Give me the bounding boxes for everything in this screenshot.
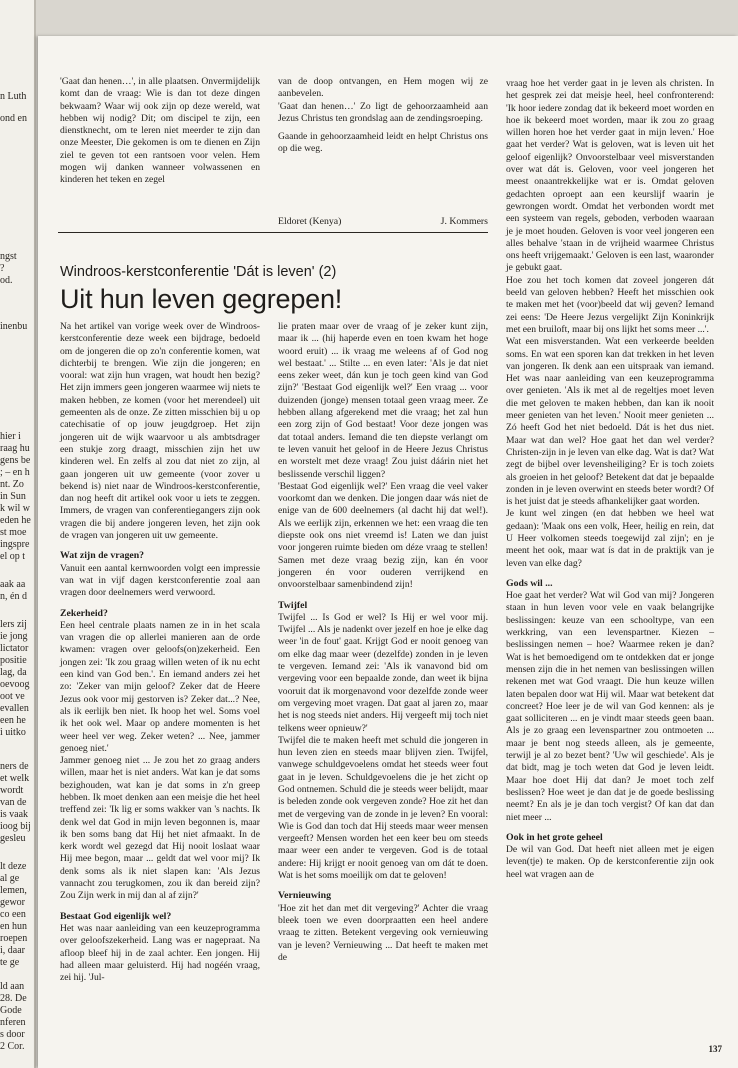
gutter-fragment: Gode — [0, 1005, 22, 1016]
gutter-fragment: een he — [0, 715, 26, 726]
col2-p2: 'Bestaat God eigenlijk wel?' Een vraag die veel vaker voorkomt dan we denken. Die jongen daar wás niet de enige van de 600 deelnemers (al dacht hij dat wel!). Als we eerlijk zijn, erkennen we het: een vraag die ten diepste ook ons niet vreemd is! Laten we dan juist voor jongeren ruimte bieden om déze vraag te stellen! Samen met deze vraag bezig zijn, kan én voor jongeren én voor ouderen verrijkend en onvoorstelbaar samenbindend zijn! — [278, 480, 488, 591]
gutter-fragment: i uitko — [0, 727, 26, 738]
gutter-fragment: k wil w — [0, 503, 30, 514]
sign-place: Eldoret (Kenya) — [278, 216, 342, 227]
col1-p1: Na het artikel van vorige week over de Windroos-kerstconferentie deze week een bijdrage, bedoeld om de jongeren die op zo'n conferentie komen, wat dichterbij te brengen. Wie zijn die jongeren; en vooral: wat zijn hun vragen, wat houdt hen bezig? Het zijn immers geen jongeren waarmee wij niets te maken hebben, ze komen (voor het merendeel) uit gemeenten als de onze. Ze zitten misschien bij u op catechisatie of op jouw jeugdgroep. Het zijn jongeren uit de wijk waarvoor u als ambtsdrager een stukje zorg draagt, misschien zijn het uw kinderen wel. En zelfs al zou dat niet zo zijn, al gaan jongeren uit uw gemeente (voor zover u bekend is) niet naar de Windroos-kerstconferentie, dan nog heeft dit artikel ook voor u iets te zeggen. Immers, de vragen van conferentiegangers zijn ook vragen die bij andere jongeren leven, het zijn ook de vragen van jongeren uit uw gemeente. — [60, 321, 260, 542]
col3-heading-1: Gods wil ... — [506, 577, 553, 589]
gutter-fragment: 28. De — [0, 993, 27, 1004]
gutter-fragment: ners de — [0, 761, 29, 772]
gutter-fragment: inenbu — [0, 321, 28, 332]
col3-heading-2: Ook in het grote geheel — [506, 831, 603, 843]
col1-p3: Een heel centrale plaats namen ze in in het scala van vragen die op allerlei manieren aan de orde kwamen: vragen over geloofs(on)zekerheid. Een jongen zei: 'Ik zou graag willen weten of ik nu echt een kind van God ben.'. En iemand anders zei het zo: 'Zeker van mijn geloof? Zeker dat de Heere Jezus ook voor mij gestorven is? Zeker dat...? Nee, als ik eerlijk ben niet. Ik hoop het wel. Soms voel ik het ook wel. Maar op andere momenten is het weer heel ver weg. Zeker weten? ... Nee, jammer genoeg niet.' — [60, 619, 260, 754]
col2-p3: Twijfel ... Is God er wel? Is Hij er wel voor mij. Twijfel ... Als je nadenkt over jezelf en hoe je elke dag weer 'in de fout' gaat. Krijgt God er nooit genoeg van om elke dag maar weer (dezelfde) zonden in je leven te vergeven. Iemand zei: 'Als ik vanavond bid om vergeving voor een bepaalde zonde, dan weet ik bijna vooruit dat ik morgenavond voor dezelfde zonde weer om vergeving moet vragen. Dat gaat al jaren zo, maar het is nog steeds niet anders. Hij vergeeft mij toch niet telkens weer opnieuw?' — [278, 611, 488, 734]
col1-heading-1: Wat zijn de vragen? — [60, 550, 145, 562]
col2-p5: 'Hoe zit het dan met dit vergeving?' Achter die vraag bleek toen we even doorpraatten een heel andere vraag te zitten. Betekent vergeving ook vernieuwing van je leven? Vernieuwing ... Dat heeft te maken met de — [278, 902, 488, 963]
gutter-fragment: aak aa — [0, 579, 26, 590]
gutter-fragment: s door — [0, 1029, 25, 1040]
gutter-fragment: nferen — [0, 1017, 26, 1028]
gutter-fragment: i, daar — [0, 945, 25, 956]
article-column-1 — [60, 321, 260, 984]
top-column-2 — [278, 76, 488, 156]
magazine-page — [38, 36, 738, 1068]
gutter-fragment: oevoog — [0, 679, 30, 690]
col2-heading-2: Vernieuwing — [278, 890, 331, 902]
gutter-fragment: ond en — [0, 113, 27, 124]
article-column-3 — [506, 78, 714, 881]
signature-line — [278, 216, 488, 227]
col2-heading-1: Twijfel — [278, 599, 308, 611]
col1-p2: Vanuit een aantal kernwoorden volgt een impressie van wat in vijf dagen kerstconferentie zoal aan vragen door deelnemers werd verwoord. — [60, 562, 260, 599]
top-col2-p3: Gaande in gehoorzaamheid leidt en helpt Christus ons op die weg. — [278, 131, 488, 155]
gutter-fragment: ; – en h — [0, 467, 30, 478]
col3-p1: vraag hoe het verder gaat in je leven als christen. In het gesprek zei dat meisje heel, heel confronterend: 'Ik hoor iedere zondag dat ik bekeerd moet worden en hoe ik bekeerd moet worden, maar ik zou zo graag willen horen hoe het verder gaat in mijn leven.' Hoe gaat het verder? Wat is geloven, wat is leven uit het geloof eigenlijk? Onvoorstelbaar veel misverstanden over wat dát is. Geloven, voor veel jongeren het meest onaantrekkelijke wat er is. Omdat geloven gedachten oproept aan een keurslijf waarin je gewrongen wordt. Omdat het verbonden wordt met een systeem van regels, geboden, verboden waaraan je je moet houden. Geloven is voor veel jongeren een alles behalve 'staan in de vrijheid waarmee Christus ons heeft vrijgemaakt.' Geloven is een last, waaronder je gebukt gaat. — [506, 78, 714, 274]
top-col2-p2: 'Gaat dan henen…' Zo ligt de gehoorzaamheid aan Jezus Christus ten grondslag aan de zendingsroeping. — [278, 100, 488, 124]
gutter-fragment: ioog bij — [0, 821, 31, 832]
gutter-fragment: te ge — [0, 957, 20, 968]
article-headline: Uit hun leven gegrepen! — [60, 284, 343, 314]
gutter-fragment: co een — [0, 909, 26, 920]
adjacent-page-strip — [0, 0, 36, 1068]
col1-heading-3: Bestaat God eigenlijk wel? — [60, 910, 172, 922]
gutter-fragment: van de — [0, 797, 27, 808]
gutter-fragment: roepen — [0, 933, 28, 944]
gutter-fragment: wordt — [0, 785, 24, 796]
gutter-fragment: evallen — [0, 703, 29, 714]
gutter-fragment: en hun — [0, 921, 27, 932]
gutter-fragment: is vaak — [0, 809, 29, 820]
gutter-fragment: oot ve — [0, 691, 25, 702]
gutter-fragment: raag hu — [0, 443, 30, 454]
col1-heading-2: Zekerheid? — [60, 607, 108, 619]
gutter-fragment: lag, da — [0, 667, 27, 678]
gutter-fragment: n Luth — [0, 91, 27, 102]
gutter-fragment: gesleu — [0, 833, 26, 844]
gutter-fragment: hier i — [0, 431, 21, 442]
gutter-fragment: n, én d — [0, 591, 27, 602]
gutter-fragment: lers zij — [0, 619, 27, 630]
top-col1-text: 'Gaat dan henen…', in alle plaatsen. Onvermijdelijk komt dan de vraag: Wie is dan tot deze dingen bekwaam? Waar wij ook zijn op deze wereld, wat hebben wij nodig? Dit; om discipel te zijn, een dienstknecht, om te leren niet meerder te zijn dan onze Meester, Die gekomen is om te dienen en Zijn ziel te geven tot een rantsoen voor velen. Hem mogen wij danken wanneer volwassenen en kinderen het teken en zegel — [60, 76, 260, 186]
top-column-1 — [60, 76, 260, 187]
page-number: 137 — [708, 1044, 722, 1054]
gutter-fragment: st moe — [0, 527, 27, 538]
article-kicker: Windroos-kerstconferentie 'Dát is leven' (2) — [60, 264, 337, 280]
gutter-fragment: nt. Zo — [0, 479, 24, 490]
gutter-fragment: ? — [0, 263, 5, 274]
gutter-fragment: 2 Cor. — [0, 1041, 25, 1052]
gutter-fragment: et welk — [0, 773, 30, 784]
col2-p4: Twijfel die te maken heeft met schuld die jongeren in hun leven zien en steeds maar blijven zien. Twijfel, vanwege schuldgevoelens omdat het steeds weer fout gaat in je leven. Schuldgevoelens die je het zicht op God ontnemen. Schuld die je steeds weer belijdt, maar is beleden zonde ook vergeven zonde? Hoe zit het dan met de vergeving van de zonde in je leven? En vooral: Wie is God dan toch dat Hij steeds maar weer mensen vergeeft? Mensen worden het een keer beu om steeds maar weer een ander te vergeven. God is de totaal andere: Hij krijgt er nooit genoeg van om dát te doen. Wat is het soms moeilijk om dat te geloven! — [278, 734, 488, 882]
gutter-fragment: al ge — [0, 873, 20, 884]
gutter-fragment: ie jong — [0, 631, 28, 642]
col3-p6: De wil van God. Dat heeft niet alleen met je eigen leven(tje) te maken. Op de kerstconferentie zijn ook heel wat vragen aan de — [506, 844, 714, 880]
top-col2-p1: van de doop ontvangen, en Hem mogen wij ze aanbevelen. — [278, 76, 488, 100]
gutter-fragment: gens be — [0, 455, 31, 466]
gutter-fragment: gewor — [0, 897, 25, 908]
col1-p4: Jammer genoeg niet ... Je zou het zo graag anders willen, maar het is niet anders. Wat kan je dat soms bezighouden, wat kan je dat soms in z'n greep hebben. Ik moet denken aan een meisje die het heel treffend zei: 'Ik lig er soms wakker van 's nachts. Ik denk wel dat God in mijn leven begonnen is, maar ik ben soms bang dat Hij het niet afmaakt. In de kerk wordt wel gezegd dat Hij nooit loslaat waar Hij mee begon, maar ... geldt dat wel voor mij? Ik denk soms als ik niet slapen kan: 'Als Jezus vannacht zou terugkomen, zou ik dan bereid zijn? Zou Zijn werk in mij dan al af zijn?' — [60, 755, 260, 902]
gutter-fragment: ld aan — [0, 981, 25, 992]
gutter-fragment: in Sun — [0, 491, 26, 502]
section-rule — [58, 232, 488, 233]
gutter-fragment: ngst — [0, 251, 17, 262]
gutter-fragment: eden he — [0, 515, 31, 526]
col3-p4: Je kunt wel zingen (en dat hebben we heel wat gedaan): 'Maak ons een volk, Heer, heilig en rein, dat U Heer volkomen steeds toegewijd zal zijn'; en je meent het ook, maar wat ís dat in de praktijk van je leven van elke dag? — [506, 508, 714, 569]
gutter-fragment: lt deze — [0, 861, 27, 872]
col3-p3: Wat een misverstanden. Wat een verkeerde beelden soms. En wat een sporen kan dat trekken in het leven van jongeren. Ik denk aan een uitspraak van iemand. Het was naar aanleiding van een keuzeprogramma over genieten. 'Als ik met al de regeltjes moet leven die met geloven te maken hebben, dan kan ik nooit meer genieten van het leven.' Nooit meer genieten ... Zó heeft God het niet bedoeld. Dát is het dus niet. Maar wat dan wel? Hoe gaat het dan wel verder? Christen-zijn in je leven van elke dag. Wat is dat? Wat zegt de bijbel over levensheiliging? Er is toch zoiets als groeien in het geloof? Betekent dat dat je bepaalde zonden in je leven overwint en steeds beter wordt? Of is het juist dat je steeds afhankelijker gaat worden. — [506, 336, 714, 508]
sign-name: J. Kommers — [440, 216, 488, 227]
col3-p2: Hoe zou het toch komen dat zoveel jongeren dát beeld van geloven hebben? Heeft het misschien ook te maken met het (voor)beeld dat wij geven? Iemand zei eens: 'De Heere Jezus vergelijkt Zijn Koninkrijk met een bruiloft, maar bij ons lijkt het soms meer ...'. — [506, 274, 714, 335]
article-column-2 — [278, 321, 488, 964]
gutter-fragment: el op t — [0, 551, 25, 562]
col1-p5: Het was naar aanleiding van een keuzeprogramma over geloofszekerheid. Lang was er nagepraat. Na afloop bleef hij in de zaal achter. Een jongen. Hij had alleen maar geluisterd. Hij had nogéén vraag, zei hij. 'Jul- — [60, 922, 260, 984]
gutter-fragment: od. — [0, 275, 13, 286]
col2-p1: lie praten maar over de vraag of je zeker kunt zijn, maar ik ... (hij haperde even en toen kwam het hoge woord eruit) ... ik vraag me weleens af of God nog wel bestaat.' ... Stilte ... en even later: 'Als je dat niet eens zeker weet, dán kun je toch geen kind van God zijn?' 'Bestaat God eigenlijk wel?' Een vraag ... voor duizenden (jonge) mensen totaal geen vraag meer. Ze hebben allang afgerekend met die vraag; het zal hun een zorg zijn of God bestaat! Voor deze jongen was dat totaal anders. Iemand die ten diepste verlangt om te leven vanuit het geloof in de Heere Jezus Christus en worstelt met deze vraag! Zou juist dáárin niet het beslissende verschil liggen? — [278, 321, 488, 480]
gutter-fragment: ingspre — [0, 539, 30, 550]
gutter-fragment: lictator — [0, 643, 29, 654]
gutter-fragment: lemen, — [0, 885, 27, 896]
gutter-fragment: positie — [0, 655, 27, 666]
col3-p5: Hoe gaat het verder? Wat wil God van mij? Jongeren staan in hun leven voor vele en vaak belangrijke beslissingen: keuze van een schooltype, van een werkkring, van een levenspartner. Kiezen – beslissingen nemen – hoe? Waarmee reken je dan? Wat is het bemoedigend om te ontdekken dat er jonge mensen zijn die in het nemen van beslissingen willen rekenen met wat God vraagt. Die hun keuze willen laten bepalen door wat Hij wil. Maar wat betekent dat concreet? Hoe leer je de wil van God kennen: als je gaat solliciteren ... en je vindt maar steeds geen baan. Als je zo graag een levenspartner zou ontmoeten ... maar je bent nog steeds alleen, als je gemeente, terwijl je al zo bezet bent? 'Uw wil geschiede'. Als je dat bidt, mag je toch weten dat God je leven leidt. Maar hoe doet Hij dat dan? Je moet toch zelf beslissen? Hoe weet je dan dat je de goede beslissing neemt? En als je je dan toch vergist? Of kan dat dan niet meer ... — [506, 590, 714, 823]
